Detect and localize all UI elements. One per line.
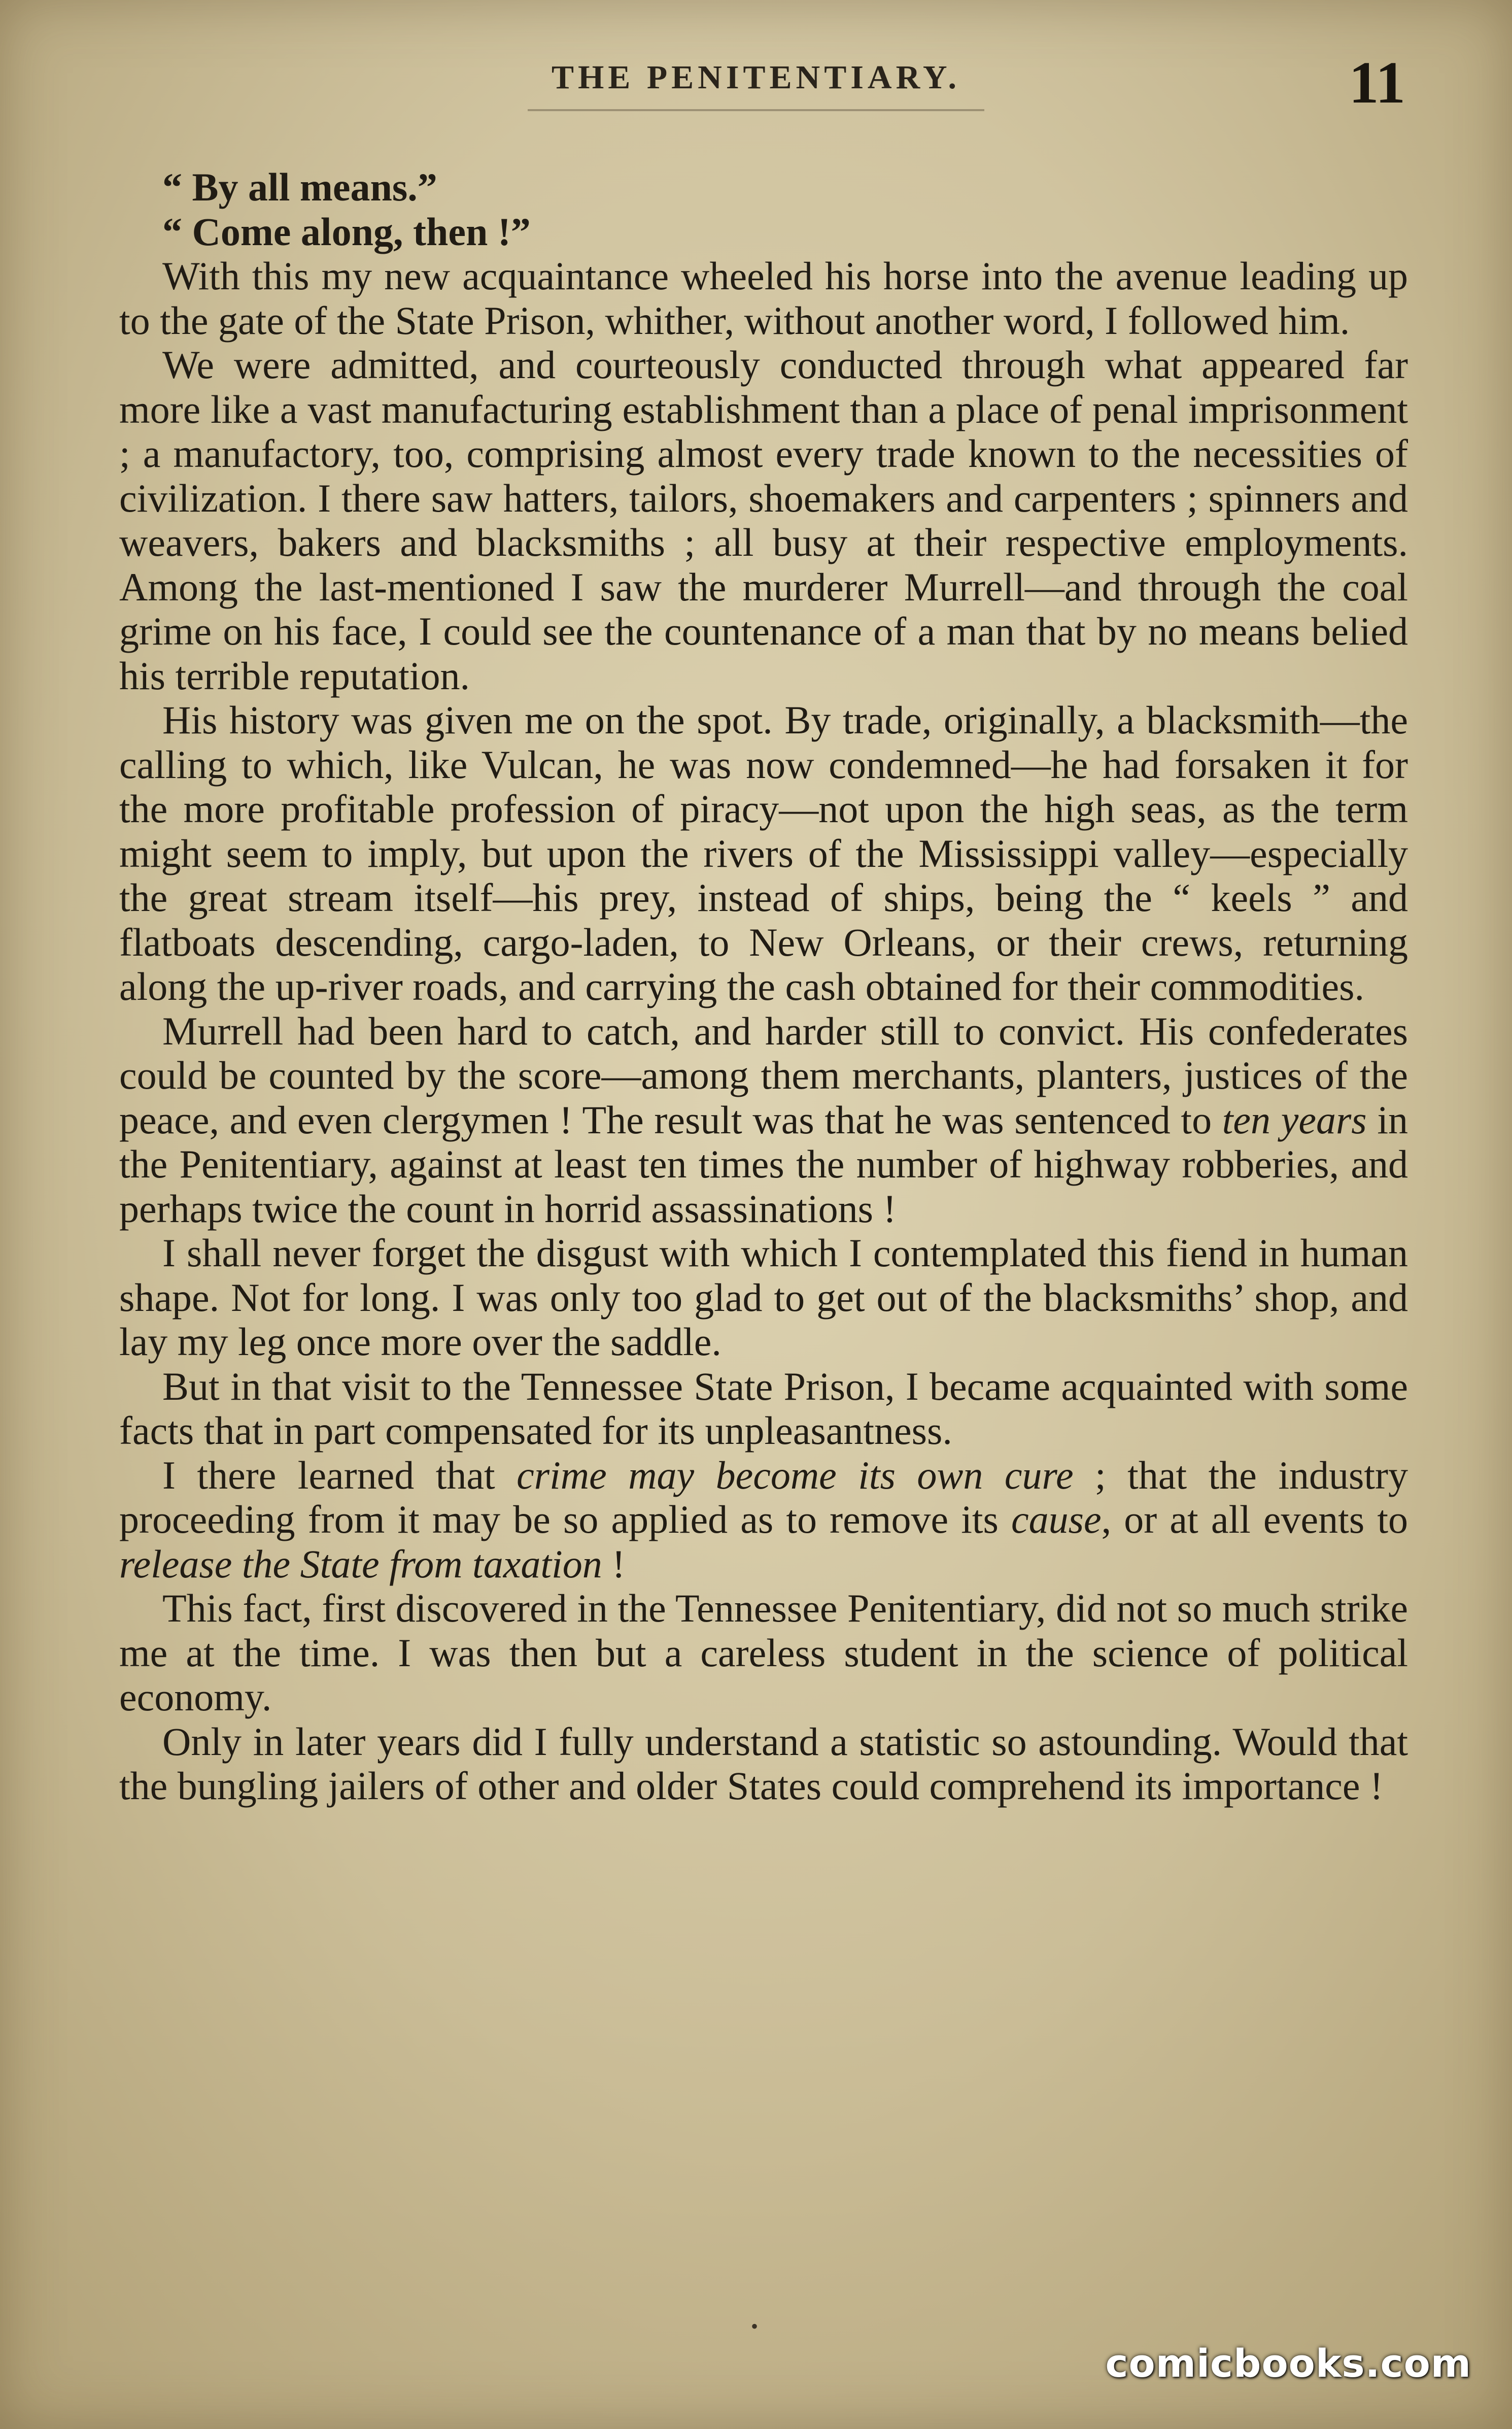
text-run: I there learned that (162, 1453, 517, 1497)
text-run: But in that visit to the Tennessee State Prison, I became acquainted with some facts that in part compensated for its unpleasantness. (119, 1364, 1408, 1453)
body-text (119, 165, 1408, 1808)
header-rule (528, 109, 984, 111)
text-run: Murrell had been hard to catch, and harder still to convict. His confederates could be counted by the score—among them merchants, planters, justices of the peace, and even clergymen ! The result was that he was sentenced to (119, 1008, 1408, 1142)
paragraph (119, 1009, 1408, 1231)
paragraph (119, 1586, 1408, 1719)
paragraph (119, 210, 1408, 254)
paragraph (119, 1364, 1408, 1453)
italic-text: release the State from taxation (119, 1541, 602, 1586)
text-run: His history was given me on the spot. By trade, originally, a blacksmith—the calling to which, like Vulcan, he was now condemned—he had forsaken it for the more profitable profession of piracy—not upon the high seas, as the term might seem to imply, but upon the rivers of the Mississippi valley—especially the great stream itself—his prey, instead of ships, being the “ keels ” and flatboats descending, cargo-laden, to New Orleans, or their crews, returning along the up-river roads, and carrying the cash obtained for their commodities. (119, 698, 1408, 1008)
paragraph (119, 698, 1408, 1009)
paragraph (119, 343, 1408, 698)
italic-text: ten years (1222, 1097, 1367, 1142)
printer-ornament: • (751, 2315, 759, 2338)
running-head: THE PENITENTIARY. (551, 59, 961, 96)
text-run: This fact, first discovered in the Tennessee Penitentiary, did not so much strike me at the time. I was then but a careless student in the science of political economy. (119, 1586, 1408, 1719)
italic-text: cause (1011, 1497, 1102, 1541)
paragraph (119, 165, 1408, 210)
paragraph (119, 1719, 1408, 1808)
italic-text: crime may become its own cure (517, 1453, 1074, 1497)
paragraph (119, 254, 1408, 343)
text-run: ; that the industry proceeding from it may be so applied as to remove its (119, 1453, 1408, 1541)
text-run: ! (602, 1541, 626, 1586)
watermark: comicbooks.com (1105, 2341, 1471, 2386)
page-number: 11 (1349, 49, 1405, 116)
text-run: in the Penitentiary, against at least ten times the number of highway robberies, and perhaps twice the count in horrid assassinations ! (119, 1097, 1408, 1231)
text-run: I shall never forget the disgust with which I contemplated this fiend in human shape. Not for long. I was only too glad to get out of the blacksmiths’ shop, and lay my leg once more over the saddle. (119, 1231, 1408, 1364)
text-run: “ Come along, then !” (162, 209, 531, 254)
paragraph (119, 1453, 1408, 1587)
paragraph (119, 1231, 1408, 1364)
text-run: With this my new acquaintance wheeled his horse into the avenue leading up to the gate of the State Prison, whither, without another word, I followed him. (119, 254, 1408, 343)
text-run: Only in later years did I fully understand a statistic so astounding. Would that the bungling jailers of other and older States could comprehend its importance ! (119, 1719, 1408, 1808)
text-run: , or at all events to (1101, 1497, 1408, 1541)
text-run: We were admitted, and courteously conducted through what appeared far more like a vast manufacturing establishment than a place of penal imprisonment ; a manufactory, too, comprising almost every trade known to the necessities of civilization. I there saw hatters, tailors, shoemakers and carpenters ; spinners and weavers, bakers and blacksmiths ; all busy at their respective employments. Among the last-mentioned I saw the murderer Murrell—and through the coal grime on his face, I could see the countenance of a man that by no means belied his terrible reputation. (119, 343, 1408, 698)
text-run: “ By all means.” (162, 165, 437, 209)
